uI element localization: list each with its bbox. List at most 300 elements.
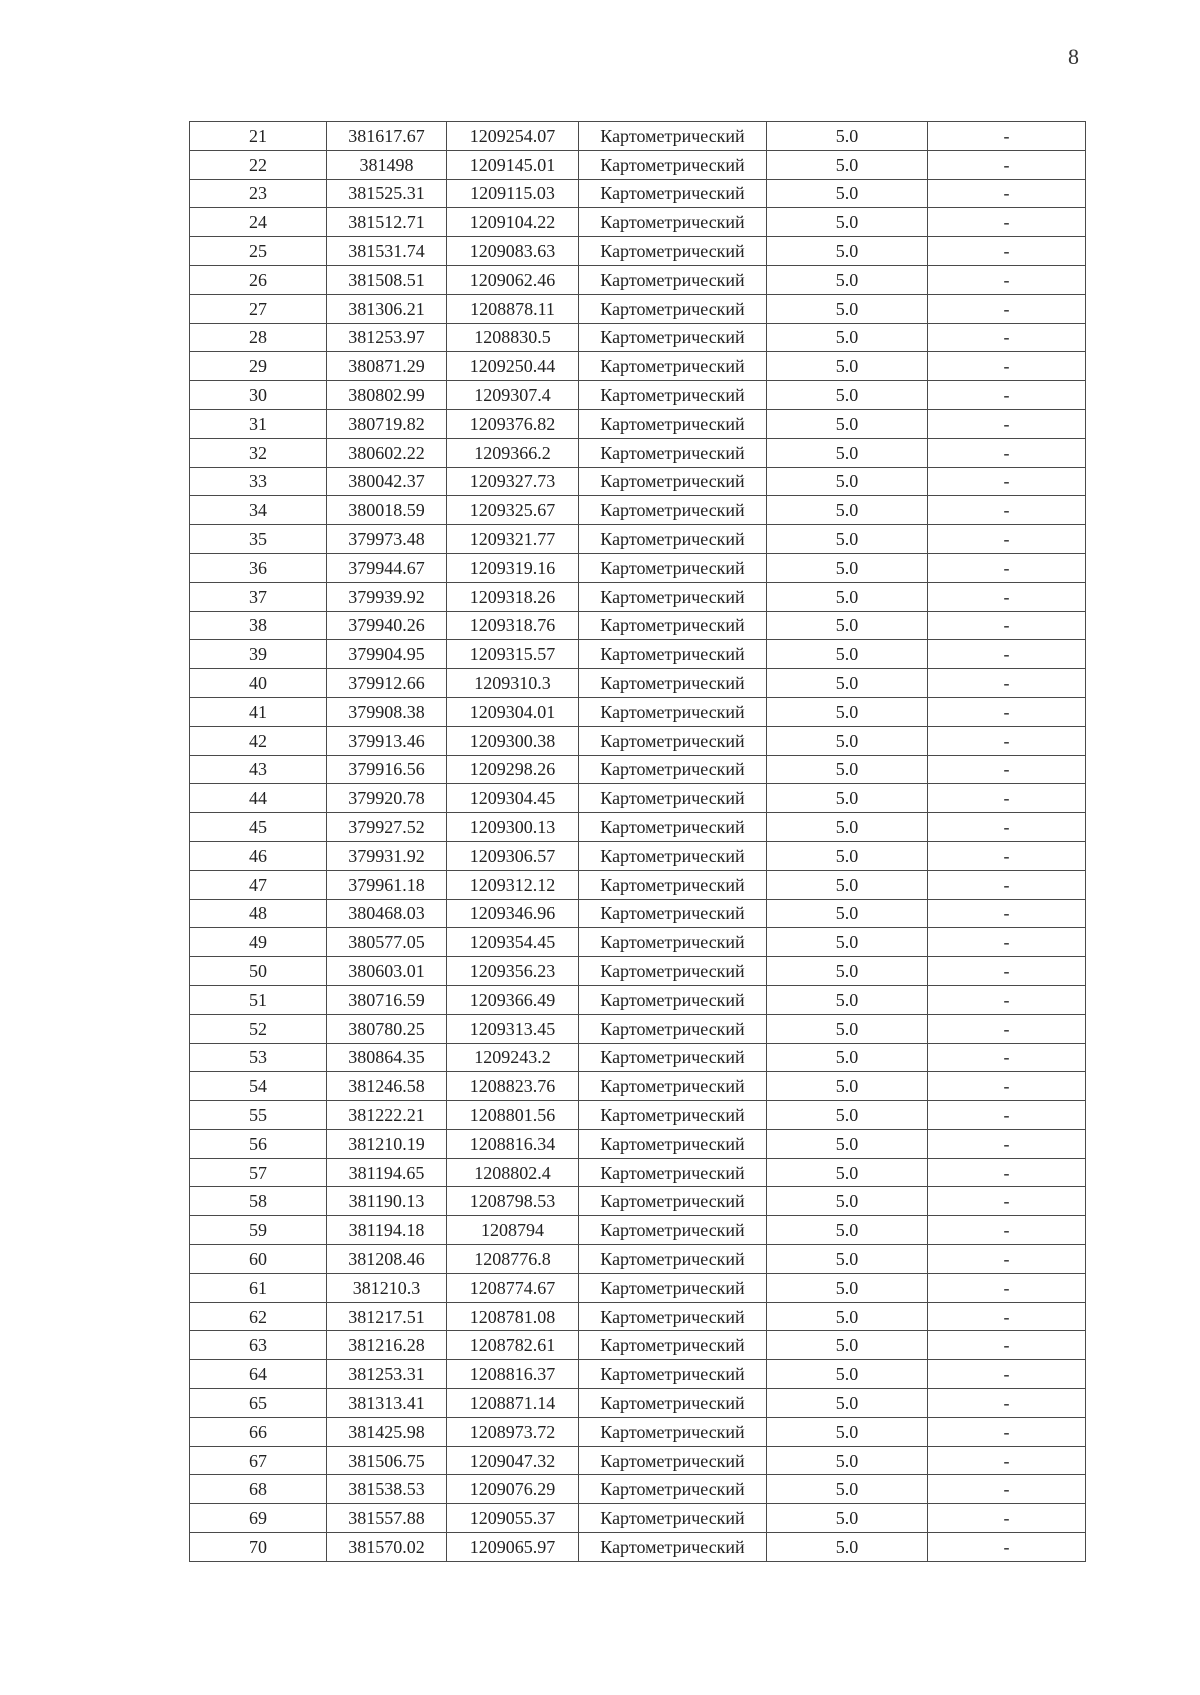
- description-cell: -: [928, 323, 1086, 352]
- method-cell: Картометрический: [579, 323, 767, 352]
- y-coordinate-cell: 1208782.61: [447, 1331, 579, 1360]
- method-cell: Картометрический: [579, 438, 767, 467]
- accuracy-cell: 5.0: [767, 1360, 928, 1389]
- description-cell: -: [928, 841, 1086, 870]
- accuracy-cell: 5.0: [767, 496, 928, 525]
- description-cell: -: [928, 611, 1086, 640]
- method-cell: Картометрический: [579, 1158, 767, 1187]
- point-number-cell: 35: [190, 525, 327, 554]
- x-coordinate-cell: 379940.26: [327, 611, 447, 640]
- accuracy-cell: 5.0: [767, 1158, 928, 1187]
- accuracy-cell: 5.0: [767, 1331, 928, 1360]
- coordinates-table: [189, 121, 1086, 1562]
- x-coordinate-cell: 379939.92: [327, 582, 447, 611]
- accuracy-cell: 5.0: [767, 841, 928, 870]
- y-coordinate-cell: 1208781.08: [447, 1302, 579, 1331]
- accuracy-cell: 5.0: [767, 640, 928, 669]
- table-row: [190, 1014, 1086, 1043]
- x-coordinate-cell: 380468.03: [327, 899, 447, 928]
- y-coordinate-cell: 1209254.07: [447, 122, 579, 151]
- method-cell: Картометрический: [579, 1302, 767, 1331]
- method-cell: Картометрический: [579, 697, 767, 726]
- method-cell: Картометрический: [579, 294, 767, 323]
- description-cell: -: [928, 1273, 1086, 1302]
- accuracy-cell: 5.0: [767, 697, 928, 726]
- y-coordinate-cell: 1209115.03: [447, 179, 579, 208]
- table-row: [190, 1158, 1086, 1187]
- description-cell: -: [928, 957, 1086, 986]
- point-number-cell: 62: [190, 1302, 327, 1331]
- method-cell: Картометрический: [579, 525, 767, 554]
- accuracy-cell: 5.0: [767, 1072, 928, 1101]
- method-cell: Картометрический: [579, 1504, 767, 1533]
- point-number-cell: 43: [190, 755, 327, 784]
- method-cell: Картометрический: [579, 237, 767, 266]
- point-number-cell: 49: [190, 928, 327, 957]
- method-cell: Картометрический: [579, 1245, 767, 1274]
- method-cell: Картометрический: [579, 208, 767, 237]
- table-row: [190, 1331, 1086, 1360]
- y-coordinate-cell: 1209083.63: [447, 237, 579, 266]
- description-cell: -: [928, 899, 1086, 928]
- method-cell: Картометрический: [579, 1389, 767, 1418]
- table-row: [190, 1389, 1086, 1418]
- table-row: [190, 697, 1086, 726]
- description-cell: -: [928, 1014, 1086, 1043]
- y-coordinate-cell: 1209310.3: [447, 669, 579, 698]
- accuracy-cell: 5.0: [767, 438, 928, 467]
- description-cell: -: [928, 784, 1086, 813]
- accuracy-cell: 5.0: [767, 1389, 928, 1418]
- table-row: [190, 525, 1086, 554]
- y-coordinate-cell: 1208816.34: [447, 1129, 579, 1158]
- x-coordinate-cell: 380802.99: [327, 381, 447, 410]
- x-coordinate-cell: 380602.22: [327, 438, 447, 467]
- y-coordinate-cell: 1209325.67: [447, 496, 579, 525]
- y-coordinate-cell: 1208830.5: [447, 323, 579, 352]
- x-coordinate-cell: 381253.31: [327, 1360, 447, 1389]
- table-row: [190, 726, 1086, 755]
- table-row: [190, 1417, 1086, 1446]
- method-cell: Картометрический: [579, 122, 767, 151]
- accuracy-cell: 5.0: [767, 1101, 928, 1130]
- accuracy-cell: 5.0: [767, 409, 928, 438]
- point-number-cell: 27: [190, 294, 327, 323]
- point-number-cell: 58: [190, 1187, 327, 1216]
- point-number-cell: 59: [190, 1216, 327, 1245]
- table-row: [190, 985, 1086, 1014]
- x-coordinate-cell: 381506.75: [327, 1446, 447, 1475]
- accuracy-cell: 5.0: [767, 755, 928, 784]
- point-number-cell: 39: [190, 640, 327, 669]
- accuracy-cell: 5.0: [767, 813, 928, 842]
- description-cell: -: [928, 381, 1086, 410]
- y-coordinate-cell: 1208823.76: [447, 1072, 579, 1101]
- point-number-cell: 53: [190, 1043, 327, 1072]
- method-cell: Картометрический: [579, 1187, 767, 1216]
- x-coordinate-cell: 379920.78: [327, 784, 447, 813]
- description-cell: -: [928, 1072, 1086, 1101]
- point-number-cell: 47: [190, 870, 327, 899]
- accuracy-cell: 5.0: [767, 208, 928, 237]
- x-coordinate-cell: 381246.58: [327, 1072, 447, 1101]
- method-cell: Картометрический: [579, 179, 767, 208]
- x-coordinate-cell: 380042.37: [327, 467, 447, 496]
- table-row: [190, 208, 1086, 237]
- y-coordinate-cell: 1209354.45: [447, 928, 579, 957]
- method-cell: Картометрический: [579, 409, 767, 438]
- table-row: [190, 496, 1086, 525]
- point-number-cell: 64: [190, 1360, 327, 1389]
- point-number-cell: 28: [190, 323, 327, 352]
- point-number-cell: 24: [190, 208, 327, 237]
- table-row: [190, 640, 1086, 669]
- coordinates-table-body: [190, 122, 1086, 1562]
- table-row: [190, 1533, 1086, 1562]
- x-coordinate-cell: 381512.71: [327, 208, 447, 237]
- point-number-cell: 66: [190, 1417, 327, 1446]
- x-coordinate-cell: 381508.51: [327, 265, 447, 294]
- method-cell: Картометрический: [579, 1417, 767, 1446]
- method-cell: Картометрический: [579, 1273, 767, 1302]
- y-coordinate-cell: 1209304.45: [447, 784, 579, 813]
- point-number-cell: 63: [190, 1331, 327, 1360]
- point-number-cell: 61: [190, 1273, 327, 1302]
- y-coordinate-cell: 1209300.38: [447, 726, 579, 755]
- y-coordinate-cell: 1209366.49: [447, 985, 579, 1014]
- method-cell: Картометрический: [579, 467, 767, 496]
- method-cell: Картометрический: [579, 352, 767, 381]
- table-row: [190, 1504, 1086, 1533]
- table-row: [190, 841, 1086, 870]
- description-cell: -: [928, 582, 1086, 611]
- accuracy-cell: 5.0: [767, 582, 928, 611]
- point-number-cell: 45: [190, 813, 327, 842]
- method-cell: Картометрический: [579, 611, 767, 640]
- accuracy-cell: 5.0: [767, 1302, 928, 1331]
- table-row: [190, 294, 1086, 323]
- y-coordinate-cell: 1209298.26: [447, 755, 579, 784]
- y-coordinate-cell: 1209313.45: [447, 1014, 579, 1043]
- accuracy-cell: 5.0: [767, 525, 928, 554]
- table-row: [190, 1101, 1086, 1130]
- point-number-cell: 48: [190, 899, 327, 928]
- accuracy-cell: 5.0: [767, 122, 928, 151]
- y-coordinate-cell: 1209307.4: [447, 381, 579, 410]
- method-cell: Картометрический: [579, 957, 767, 986]
- x-coordinate-cell: 380577.05: [327, 928, 447, 957]
- point-number-cell: 51: [190, 985, 327, 1014]
- x-coordinate-cell: 381531.74: [327, 237, 447, 266]
- accuracy-cell: 5.0: [767, 611, 928, 640]
- point-number-cell: 44: [190, 784, 327, 813]
- y-coordinate-cell: 1209346.96: [447, 899, 579, 928]
- description-cell: -: [928, 1533, 1086, 1562]
- x-coordinate-cell: 380719.82: [327, 409, 447, 438]
- point-number-cell: 21: [190, 122, 327, 151]
- point-number-cell: 31: [190, 409, 327, 438]
- y-coordinate-cell: 1208776.8: [447, 1245, 579, 1274]
- y-coordinate-cell: 1209304.01: [447, 697, 579, 726]
- table-row: [190, 438, 1086, 467]
- method-cell: Картометрический: [579, 1072, 767, 1101]
- description-cell: -: [928, 1331, 1086, 1360]
- y-coordinate-cell: 1208816.37: [447, 1360, 579, 1389]
- x-coordinate-cell: 379908.38: [327, 697, 447, 726]
- table-row: [190, 1129, 1086, 1158]
- point-number-cell: 34: [190, 496, 327, 525]
- accuracy-cell: 5.0: [767, 928, 928, 957]
- x-coordinate-cell: 379913.46: [327, 726, 447, 755]
- x-coordinate-cell: 380864.35: [327, 1043, 447, 1072]
- x-coordinate-cell: 379961.18: [327, 870, 447, 899]
- point-number-cell: 40: [190, 669, 327, 698]
- accuracy-cell: 5.0: [767, 1533, 928, 1562]
- method-cell: Картометрический: [579, 150, 767, 179]
- y-coordinate-cell: 1209318.26: [447, 582, 579, 611]
- table-row: [190, 1216, 1086, 1245]
- table-row: [190, 1446, 1086, 1475]
- description-cell: -: [928, 726, 1086, 755]
- point-number-cell: 67: [190, 1446, 327, 1475]
- accuracy-cell: 5.0: [767, 1187, 928, 1216]
- table-row: [190, 669, 1086, 698]
- x-coordinate-cell: 381210.3: [327, 1273, 447, 1302]
- y-coordinate-cell: 1209327.73: [447, 467, 579, 496]
- point-number-cell: 68: [190, 1475, 327, 1504]
- description-cell: -: [928, 553, 1086, 582]
- method-cell: Картометрический: [579, 1216, 767, 1245]
- method-cell: Картометрический: [579, 381, 767, 410]
- point-number-cell: 30: [190, 381, 327, 410]
- table-row: [190, 381, 1086, 410]
- x-coordinate-cell: 380871.29: [327, 352, 447, 381]
- table-row: [190, 409, 1086, 438]
- y-coordinate-cell: 1209312.12: [447, 870, 579, 899]
- x-coordinate-cell: 379904.95: [327, 640, 447, 669]
- description-cell: -: [928, 1043, 1086, 1072]
- y-coordinate-cell: 1208798.53: [447, 1187, 579, 1216]
- y-coordinate-cell: 1208871.14: [447, 1389, 579, 1418]
- table-row: [190, 179, 1086, 208]
- x-coordinate-cell: 381570.02: [327, 1533, 447, 1562]
- y-coordinate-cell: 1209376.82: [447, 409, 579, 438]
- x-coordinate-cell: 380018.59: [327, 496, 447, 525]
- x-coordinate-cell: 381498: [327, 150, 447, 179]
- table-row: [190, 755, 1086, 784]
- method-cell: Картометрический: [579, 1043, 767, 1072]
- method-cell: Картометрический: [579, 985, 767, 1014]
- point-number-cell: 70: [190, 1533, 327, 1562]
- accuracy-cell: 5.0: [767, 237, 928, 266]
- accuracy-cell: 5.0: [767, 381, 928, 410]
- x-coordinate-cell: 381525.31: [327, 179, 447, 208]
- description-cell: -: [928, 150, 1086, 179]
- description-cell: -: [928, 1129, 1086, 1158]
- description-cell: -: [928, 265, 1086, 294]
- table-row: [190, 582, 1086, 611]
- method-cell: Картометрический: [579, 1331, 767, 1360]
- method-cell: Картометрический: [579, 553, 767, 582]
- table-row: [190, 1475, 1086, 1504]
- y-coordinate-cell: 1209300.13: [447, 813, 579, 842]
- accuracy-cell: 5.0: [767, 1273, 928, 1302]
- description-cell: -: [928, 640, 1086, 669]
- y-coordinate-cell: 1209145.01: [447, 150, 579, 179]
- table-row: [190, 899, 1086, 928]
- y-coordinate-cell: 1209104.22: [447, 208, 579, 237]
- table-row: [190, 265, 1086, 294]
- table-row: [190, 122, 1086, 151]
- accuracy-cell: 5.0: [767, 870, 928, 899]
- method-cell: Картометрический: [579, 784, 767, 813]
- x-coordinate-cell: 380603.01: [327, 957, 447, 986]
- x-coordinate-cell: 379931.92: [327, 841, 447, 870]
- x-coordinate-cell: 381538.53: [327, 1475, 447, 1504]
- point-number-cell: 60: [190, 1245, 327, 1274]
- y-coordinate-cell: 1209065.97: [447, 1533, 579, 1562]
- point-number-cell: 37: [190, 582, 327, 611]
- accuracy-cell: 5.0: [767, 294, 928, 323]
- description-cell: -: [928, 496, 1086, 525]
- y-coordinate-cell: 1209062.46: [447, 265, 579, 294]
- x-coordinate-cell: 381190.13: [327, 1187, 447, 1216]
- y-coordinate-cell: 1209315.57: [447, 640, 579, 669]
- description-cell: -: [928, 1360, 1086, 1389]
- description-cell: -: [928, 1389, 1086, 1418]
- point-number-cell: 26: [190, 265, 327, 294]
- x-coordinate-cell: 379927.52: [327, 813, 447, 842]
- description-cell: -: [928, 179, 1086, 208]
- point-number-cell: 25: [190, 237, 327, 266]
- description-cell: -: [928, 208, 1086, 237]
- x-coordinate-cell: 379944.67: [327, 553, 447, 582]
- method-cell: Картометрический: [579, 1446, 767, 1475]
- x-coordinate-cell: 381194.18: [327, 1216, 447, 1245]
- y-coordinate-cell: 1208794: [447, 1216, 579, 1245]
- table-row: [190, 1360, 1086, 1389]
- table-row: [190, 1302, 1086, 1331]
- accuracy-cell: 5.0: [767, 1014, 928, 1043]
- method-cell: Картометрический: [579, 1101, 767, 1130]
- description-cell: -: [928, 409, 1086, 438]
- description-cell: -: [928, 438, 1086, 467]
- table-row: [190, 928, 1086, 957]
- description-cell: -: [928, 1475, 1086, 1504]
- table-row: [190, 813, 1086, 842]
- description-cell: -: [928, 1187, 1086, 1216]
- method-cell: Картометрический: [579, 669, 767, 698]
- x-coordinate-cell: 380780.25: [327, 1014, 447, 1043]
- method-cell: Картометрический: [579, 496, 767, 525]
- method-cell: Картометрический: [579, 1014, 767, 1043]
- description-cell: -: [928, 122, 1086, 151]
- method-cell: Картометрический: [579, 1475, 767, 1504]
- x-coordinate-cell: 379916.56: [327, 755, 447, 784]
- y-coordinate-cell: 1209076.29: [447, 1475, 579, 1504]
- point-number-cell: 42: [190, 726, 327, 755]
- table-row: [190, 553, 1086, 582]
- y-coordinate-cell: 1208802.4: [447, 1158, 579, 1187]
- point-number-cell: 29: [190, 352, 327, 381]
- point-number-cell: 46: [190, 841, 327, 870]
- accuracy-cell: 5.0: [767, 957, 928, 986]
- method-cell: Картометрический: [579, 813, 767, 842]
- method-cell: Картометрический: [579, 582, 767, 611]
- method-cell: Картометрический: [579, 726, 767, 755]
- point-number-cell: 69: [190, 1504, 327, 1533]
- accuracy-cell: 5.0: [767, 323, 928, 352]
- accuracy-cell: 5.0: [767, 265, 928, 294]
- description-cell: -: [928, 352, 1086, 381]
- y-coordinate-cell: 1208878.11: [447, 294, 579, 323]
- point-number-cell: 57: [190, 1158, 327, 1187]
- accuracy-cell: 5.0: [767, 985, 928, 1014]
- accuracy-cell: 5.0: [767, 1504, 928, 1533]
- x-coordinate-cell: 381217.51: [327, 1302, 447, 1331]
- y-coordinate-cell: 1209250.44: [447, 352, 579, 381]
- y-coordinate-cell: 1209321.77: [447, 525, 579, 554]
- description-cell: -: [928, 755, 1086, 784]
- method-cell: Картометрический: [579, 928, 767, 957]
- table-row: [190, 150, 1086, 179]
- accuracy-cell: 5.0: [767, 1475, 928, 1504]
- accuracy-cell: 5.0: [767, 1417, 928, 1446]
- method-cell: Картометрический: [579, 841, 767, 870]
- x-coordinate-cell: 381222.21: [327, 1101, 447, 1130]
- method-cell: Картометрический: [579, 1533, 767, 1562]
- accuracy-cell: 5.0: [767, 1216, 928, 1245]
- point-number-cell: 38: [190, 611, 327, 640]
- accuracy-cell: 5.0: [767, 467, 928, 496]
- method-cell: Картометрический: [579, 640, 767, 669]
- method-cell: Картометрический: [579, 1360, 767, 1389]
- x-coordinate-cell: 381617.67: [327, 122, 447, 151]
- method-cell: Картометрический: [579, 870, 767, 899]
- x-coordinate-cell: 381210.19: [327, 1129, 447, 1158]
- point-number-cell: 32: [190, 438, 327, 467]
- x-coordinate-cell: 380716.59: [327, 985, 447, 1014]
- table-row: [190, 237, 1086, 266]
- y-coordinate-cell: 1208801.56: [447, 1101, 579, 1130]
- accuracy-cell: 5.0: [767, 1446, 928, 1475]
- table-row: [190, 1043, 1086, 1072]
- x-coordinate-cell: 379912.66: [327, 669, 447, 698]
- accuracy-cell: 5.0: [767, 899, 928, 928]
- table-row: [190, 1187, 1086, 1216]
- table-row: [190, 784, 1086, 813]
- description-cell: -: [928, 1302, 1086, 1331]
- x-coordinate-cell: 381425.98: [327, 1417, 447, 1446]
- description-cell: -: [928, 697, 1086, 726]
- point-number-cell: 65: [190, 1389, 327, 1418]
- description-cell: -: [928, 467, 1086, 496]
- y-coordinate-cell: 1209055.37: [447, 1504, 579, 1533]
- description-cell: -: [928, 1417, 1086, 1446]
- point-number-cell: 55: [190, 1101, 327, 1130]
- description-cell: -: [928, 1158, 1086, 1187]
- x-coordinate-cell: 381194.65: [327, 1158, 447, 1187]
- table-row: [190, 1245, 1086, 1274]
- y-coordinate-cell: 1209318.76: [447, 611, 579, 640]
- table-row: [190, 1273, 1086, 1302]
- x-coordinate-cell: 381306.21: [327, 294, 447, 323]
- description-cell: -: [928, 1216, 1086, 1245]
- description-cell: -: [928, 985, 1086, 1014]
- description-cell: -: [928, 669, 1086, 698]
- table-row: [190, 352, 1086, 381]
- y-coordinate-cell: 1209047.32: [447, 1446, 579, 1475]
